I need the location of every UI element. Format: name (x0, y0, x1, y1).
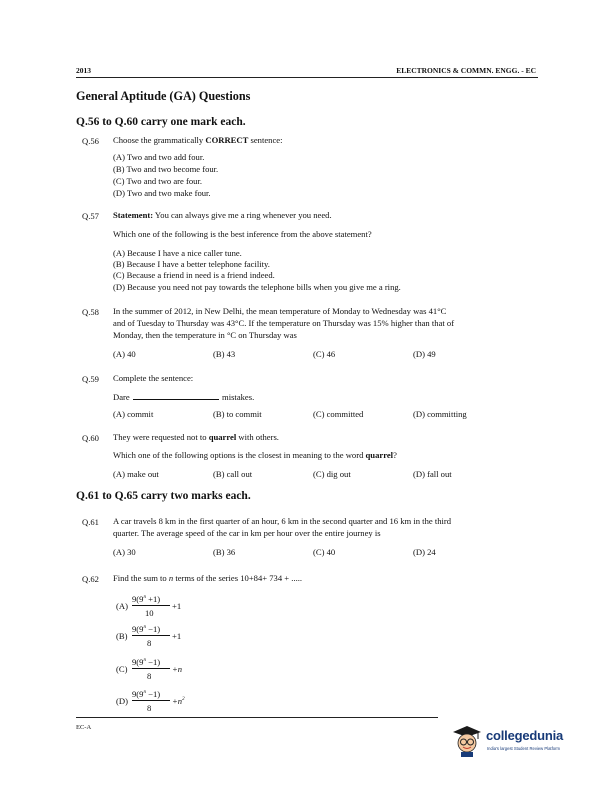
brand-tagline: India's largest Student Review Platform (487, 746, 560, 751)
question-text: Find the sum to n terms of the series 10+84+ 734 + ..... (113, 573, 303, 583)
option: (C) dig out (313, 469, 351, 479)
option: (D) fall out (413, 469, 452, 479)
fraction-denominator: 10 (145, 608, 154, 618)
option-label: (D) (116, 696, 128, 706)
page-title: General Aptitude (GA) Questions (76, 89, 251, 103)
question-number: Q.59 (82, 374, 99, 384)
option: (C) Because a friend in need is a friend indeed. (113, 270, 275, 280)
option: (C) 40 (313, 547, 336, 557)
option: (A) commit (113, 409, 154, 419)
fraction-denominator: 8 (147, 638, 152, 648)
option: (C) 46 (313, 349, 336, 359)
option: (D) Because you need not pay towards the telephone bills when you give me a ring. (113, 282, 401, 292)
collegedunia-logo[interactable] (452, 722, 576, 766)
option: (D) Two and two make four. (113, 188, 211, 198)
section-two-mark: Q.61 to Q.65 carry two marks each. (76, 490, 251, 502)
fraction-option-a (132, 594, 192, 622)
footer-divider (76, 717, 438, 718)
fraction-option-d (132, 689, 192, 717)
section-one-mark: Q.56 to Q.60 carry one mark each. (76, 116, 246, 128)
fraction-tail: $+n^2$ (172, 696, 185, 706)
question-number: Q.62 (82, 574, 99, 584)
option-label: (B) (116, 631, 128, 641)
question-text: quarter. The average speed of the car in km per hour over the entire journey is (113, 528, 381, 538)
question-text: They were requested not to quarrel with others. (113, 432, 279, 442)
question-number: Q.56 (82, 136, 99, 146)
question-number: Q.58 (82, 307, 99, 317)
question-text: Monday, then the temperature in °C on Thursday was (113, 330, 297, 340)
fraction-numerator: $9(9^n -1)$ (132, 624, 161, 634)
question-text: Statement: You can always give me a ring whenever you need. (113, 210, 332, 220)
fraction-numerator: $9(9^n -1)$ (132, 657, 161, 667)
option: (D) 24 (413, 547, 436, 557)
page-footer-code: EC-A (76, 724, 92, 731)
header-divider (76, 77, 538, 78)
option: (D) committing (413, 409, 467, 419)
fill-in-sentence: Dare mistakes. (113, 392, 255, 402)
fraction-tail: +1 (172, 631, 182, 641)
option: (B) Two and two become four. (113, 164, 219, 174)
question-number: Q.60 (82, 433, 99, 443)
question-text: A car travels 8 km in the first quarter of an hour, 6 km in the second quarter and 16 km in the third (113, 516, 452, 526)
fraction-bar (132, 635, 170, 636)
fraction-option-c (132, 657, 192, 685)
fraction-option-b (132, 624, 192, 652)
question-text: In the summer of 2012, in New Delhi, the mean temperature of Monday to Wednesday was 41°C (113, 306, 447, 316)
fraction-numerator: $9(9^n +1)$ (132, 594, 161, 604)
option: (A) Two and two add four. (113, 152, 205, 162)
option: (B) to commit (213, 409, 262, 419)
paper-code: ELECTRONICS & COMMN. ENGG. - EC (396, 66, 536, 75)
question-text: Which one of the following is the best inference from the above statement? (113, 229, 372, 239)
fraction-bar (132, 605, 170, 606)
option: (B) Because I have a better telephone facility. (113, 259, 270, 269)
brand-name: collegedunia (486, 728, 564, 743)
answer-blank (133, 392, 219, 400)
question-text: Choose the grammatically CORRECT sentence: (113, 135, 283, 145)
question-number: Q.61 (82, 517, 99, 527)
fraction-tail: +1 (172, 601, 182, 611)
question-text: Complete the sentence: (113, 373, 194, 383)
option: (A) make out (113, 469, 159, 479)
fraction-bar (132, 668, 170, 669)
student-mascot-icon (452, 724, 482, 758)
option: (A) Because I have a nice caller tune. (113, 248, 242, 258)
fraction-denominator: 8 (147, 703, 152, 713)
option: (C) Two and two are four. (113, 176, 202, 186)
option: (B) 36 (213, 547, 236, 557)
option: (D) 49 (413, 349, 436, 359)
option: (B) call out (213, 469, 253, 479)
fraction-numerator: $9(9^n -1)$ (132, 689, 161, 699)
question-text: Which one of the following options is the closest in meaning to the word quarrel? (113, 450, 397, 460)
option-label: (A) (116, 601, 128, 611)
option: (A) 40 (113, 349, 136, 359)
option: (B) 43 (213, 349, 236, 359)
fraction-denominator: 8 (147, 671, 152, 681)
fraction-tail: +n (172, 664, 183, 674)
option: (C) committed (313, 409, 364, 419)
question-text: and of Tuesday to Thursday was 43°C. If the temperature on Thursday was 15% higher than that of (113, 318, 455, 328)
option: (A) 30 (113, 547, 136, 557)
exam-year: 2013 (76, 66, 91, 75)
question-number: Q.57 (82, 211, 99, 221)
option-label: (C) (116, 664, 128, 674)
fraction-bar (132, 700, 170, 701)
